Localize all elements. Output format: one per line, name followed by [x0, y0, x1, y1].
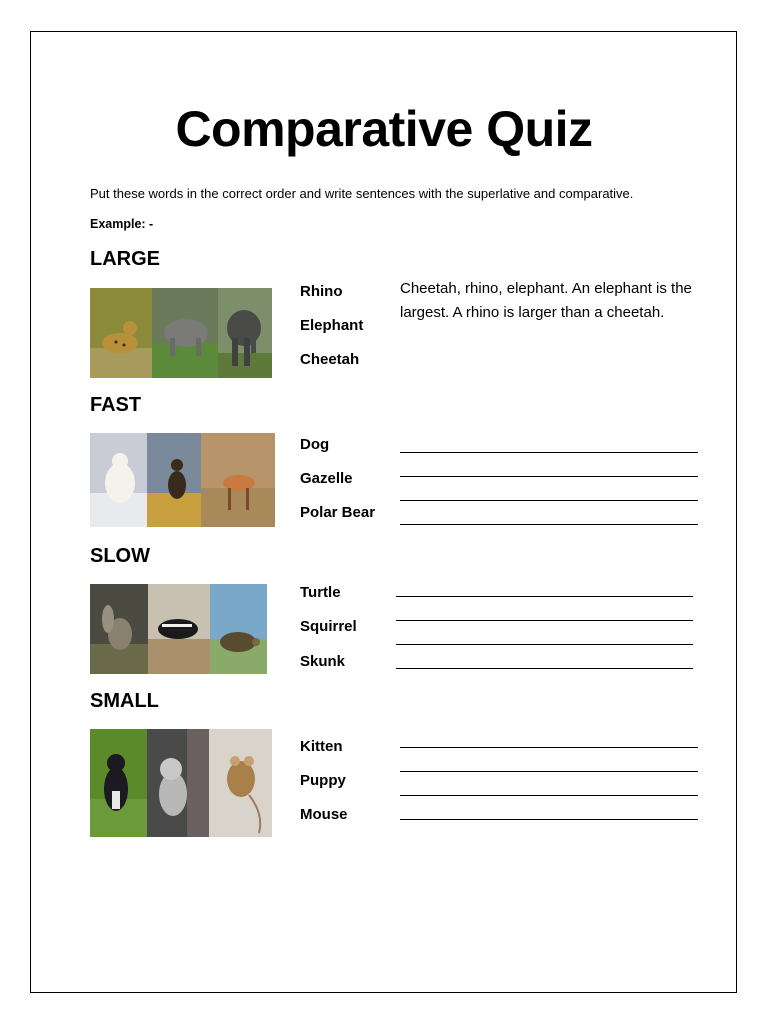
- answer-line[interactable]: [400, 452, 698, 453]
- photo-strip-slow: [90, 584, 267, 674]
- turtle-photo: [210, 584, 267, 674]
- page-title: Comparative Quiz: [175, 101, 593, 157]
- answer-line[interactable]: [396, 668, 693, 669]
- photo-strip-small: [90, 729, 272, 837]
- gazelle-photo: [201, 433, 275, 527]
- answer-line[interactable]: [400, 476, 698, 477]
- instructions: Put these words in the correct order and write sentences with the superlative and comparative.: [90, 186, 634, 201]
- answer-line[interactable]: [400, 524, 698, 525]
- word-item: Elephant: [300, 317, 364, 334]
- rhino-photo: [152, 288, 218, 378]
- word-item: Turtle: [300, 584, 341, 601]
- answer-line[interactable]: [400, 771, 698, 772]
- elephant-photo: [218, 288, 272, 378]
- word-item: Mouse: [300, 806, 348, 823]
- section-heading-slow: SLOW: [90, 545, 150, 567]
- puppy-photo: [90, 729, 147, 837]
- dog-photo: [147, 433, 201, 527]
- word-item: Puppy: [300, 772, 346, 789]
- word-item: Polar Bear: [300, 504, 376, 521]
- squirrel-photo: [90, 584, 148, 674]
- word-item: Gazelle: [300, 470, 353, 487]
- word-item: Dog: [300, 436, 330, 453]
- example-label: Example: -: [90, 217, 154, 231]
- section-heading-fast: FAST: [90, 394, 142, 416]
- word-item: Rhino: [300, 283, 343, 300]
- photo-strip-large: [90, 288, 272, 378]
- answer-line[interactable]: [396, 644, 693, 645]
- word-item: Kitten: [300, 738, 343, 755]
- answer-line[interactable]: [396, 596, 693, 597]
- answer-line[interactable]: [400, 500, 698, 501]
- skunk-photo: [148, 584, 210, 674]
- answer-line[interactable]: [400, 795, 698, 796]
- mouse-photo: [209, 729, 272, 837]
- section-heading-large: LARGE: [90, 248, 160, 270]
- example-answer: Cheetah, rhino, elephant. An elephant is the largest. A rhino is larger than a cheetah.: [400, 280, 692, 321]
- section-heading-small: SMALL: [90, 690, 159, 712]
- word-item: Cheetah: [300, 351, 360, 368]
- cheetah-photo: [90, 288, 152, 378]
- word-item: Squirrel: [300, 618, 357, 635]
- photo-strip-fast: [90, 433, 275, 527]
- answer-line[interactable]: [396, 620, 693, 621]
- kitten-photo: [147, 729, 209, 837]
- word-item: Skunk: [300, 653, 346, 670]
- answer-line[interactable]: [400, 747, 698, 748]
- polar-bear-photo: [90, 433, 147, 527]
- answer-line[interactable]: [400, 819, 698, 820]
